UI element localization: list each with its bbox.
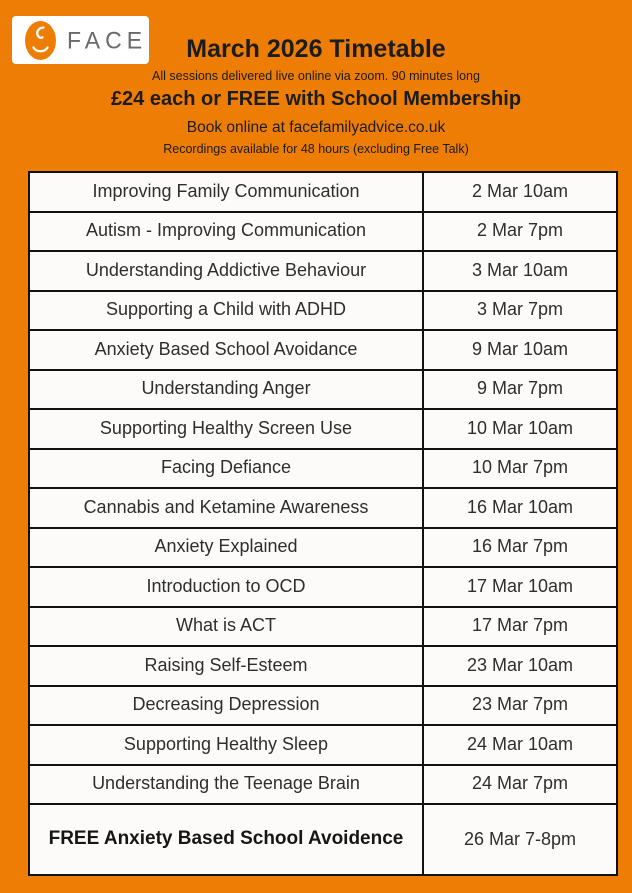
session-cell: Understanding Anger: [30, 371, 424, 409]
table-row: [30, 489, 616, 529]
session-info-line: All sessions delivered live online via zoom. 90 minutes long: [152, 68, 480, 83]
table-row: [30, 608, 616, 648]
session-cell: What is ACT: [30, 608, 424, 646]
time-cell: 2 Mar 7pm: [476, 220, 564, 241]
session-cell: Raising Self-Esteem: [30, 647, 424, 685]
session-cell: Introduction to OCD: [30, 568, 424, 606]
session-cell: Supporting Healthy Screen Use: [30, 410, 424, 448]
table-row: [30, 213, 616, 253]
session-cell: Understanding the Teenage Brain: [30, 766, 424, 804]
time-cell: 2 Mar 10am: [471, 180, 569, 201]
time-cell: 23 Mar 7pm: [471, 694, 569, 715]
face-smile-icon: [25, 21, 56, 60]
session-cell: Decreasing Depression: [30, 687, 424, 725]
time-cell: 9 Mar 7pm: [476, 378, 564, 399]
table-row: [30, 687, 616, 727]
session-cell: Cannabis and Ketamine Awareness: [30, 489, 424, 527]
table-row: [30, 371, 616, 411]
table-row: [30, 252, 616, 292]
session-cell: FREE Anxiety Based School Avoidence: [30, 805, 424, 874]
time-cell: 24 Mar 7pm: [471, 773, 569, 794]
session-cell: Anxiety Based School Avoidance: [30, 331, 424, 369]
session-cell: Supporting a Child with ADHD: [30, 292, 424, 330]
time-cell: 9 Mar 10am: [471, 338, 569, 359]
timetable: [28, 171, 618, 876]
time-cell: 23 Mar 10am: [466, 654, 574, 675]
time-cell: 10 Mar 10am: [466, 417, 574, 438]
time-cell: 24 Mar 10am: [466, 733, 574, 754]
booking-line: Book online at facefamilyadvice.co.uk: [186, 118, 446, 136]
table-row: [30, 292, 616, 332]
table-row: [30, 766, 616, 806]
session-cell: Supporting Healthy Sleep: [30, 726, 424, 764]
session-cell: Understanding Addictive Behaviour: [30, 252, 424, 290]
time-cell: 16 Mar 10am: [466, 496, 574, 517]
session-cell: Autism - Improving Communication: [30, 213, 424, 251]
time-cell: 3 Mar 10am: [471, 259, 569, 280]
price-line: £24 each or FREE with School Membership: [110, 87, 522, 110]
table-row: [30, 173, 616, 213]
table-row: [30, 410, 616, 450]
table-row: [30, 805, 616, 874]
time-cell: 17 Mar 7pm: [471, 615, 569, 636]
brand-name: FACE: [67, 25, 148, 54]
time-cell: 17 Mar 10am: [466, 575, 574, 596]
table-row: [30, 647, 616, 687]
table-row: [30, 568, 616, 608]
time-cell: 10 Mar 7pm: [471, 457, 569, 478]
session-cell: Improving Family Communication: [30, 173, 424, 211]
brand-logo: [12, 16, 149, 64]
recordings-line: Recordings available for 48 hours (excluding Free Talk): [163, 141, 469, 156]
page-title: March 2026 Timetable: [186, 35, 446, 63]
session-cell: Anxiety Explained: [30, 529, 424, 567]
time-cell: 26 Mar 7-8pm: [463, 828, 577, 849]
time-cell: 3 Mar 7pm: [476, 299, 564, 320]
table-row: [30, 726, 616, 766]
table-row: [30, 529, 616, 569]
table-row: [30, 331, 616, 371]
table-row: [30, 450, 616, 490]
session-cell: Facing Defiance: [30, 450, 424, 488]
time-cell: 16 Mar 7pm: [471, 536, 569, 557]
